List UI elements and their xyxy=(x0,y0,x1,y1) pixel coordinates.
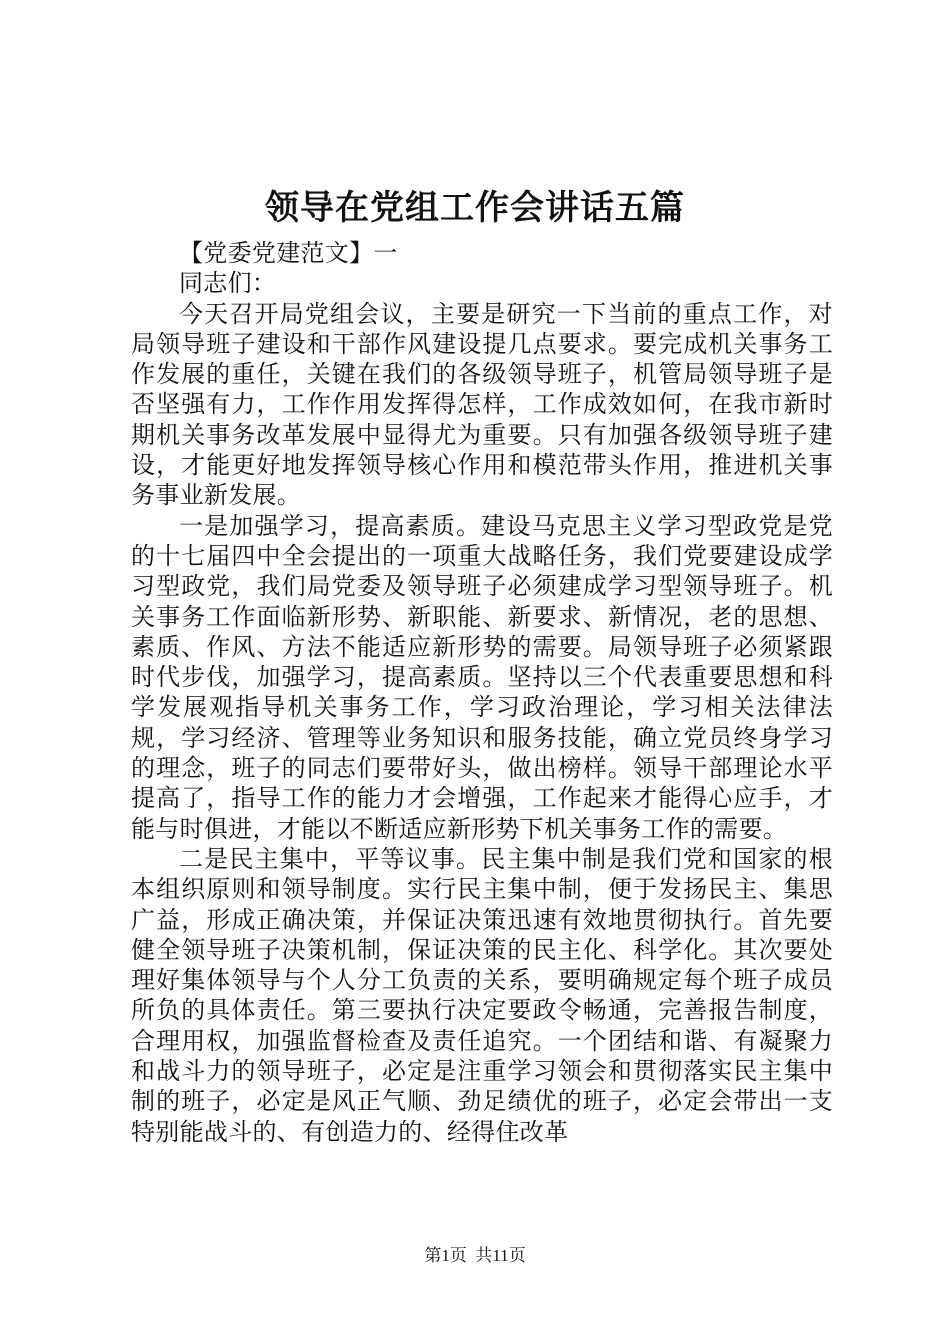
section-heading: 【党委党建范文】一 xyxy=(179,239,398,267)
page-total: 11 xyxy=(492,1246,509,1265)
page-label-prefix: 第 xyxy=(424,1246,442,1265)
page-footer xyxy=(0,1244,950,1268)
body-paragraph: 一是加强学习，提高素质。建设马克思主义学习型政党是党的十七届四中全会提出的一项重大战略任务，我们党要建设成学习型政党，我们局党委及领导班子必须建成学习型领导班子。机关事务工作面临新形势、新职能、新要求、新情况，老的思想、素质、作风、方法不能适应新形势的需要。局领导班子必须紧跟时代步伐，加强学习，提高素质。坚持以三个代表重要思想和科学发展观指导机关事务工作，学习政治理论，学习相关法律法规，学习经济、管理等业务知识和服务技能，确立党员终身学习的理念，班子的同志们要带好头，做出榜样。领导干部理论水平提高了，指导工作的能力才会增强，工作起来才能得心应手，才能与时俱进，才能以不断适应新形势下机关事务工作的需要。 xyxy=(131,511,833,843)
body-paragraph: 今天召开局党组会议，主要是研究一下当前的重点工作，对局领导班子建设和干部作风建设提几点要求。要完成机关事务工作发展的重任，关键在我们的各级领导班子，机管局领导班子是否坚强有力，工作作用发挥得怎样，工作成效如何，在我市新时期机关事务改革发展中显得尤为重要。只有加强各级领导班子建设，才能更好地发挥领导核心作用和模范带头作用，推进机关事务事业新发展。 xyxy=(131,299,833,510)
page-label-suffix: 页 xyxy=(508,1246,526,1265)
salutation: 同志们： xyxy=(179,269,277,298)
body-paragraph: 二是民主集中，平等议事。民主集中制是我们党和国家的根本组织原则和领导制度。实行民主集中制，便于发扬民主、集思广益，形成正确决策，并保证决策迅速有效地贯彻执行。首先要健全领导班子决策机制，保证决策的民主化、科学化。其次要处理好集体领导与个人分工负责的关系，要明确规定每个班子成员所负的具体责任。第三要执行决定要政令畅通，完善报告制度，合理用权，加强监督检查及责任追究。一个团结和谐、有凝聚力和战斗力的领导班子，必定是注重学习领会和贯彻落实民主集中制的班子，必定是风正气顺、劲足绩优的班子，必定会带出一支特别能战斗的、有创造力的、经得住改革 xyxy=(131,844,833,1146)
document-body xyxy=(131,238,833,1147)
page-current: 1 xyxy=(441,1246,450,1265)
document-title: 领导在党组工作会讲话五篇 xyxy=(265,188,685,228)
page-label-mid: 页 共 xyxy=(449,1246,493,1265)
